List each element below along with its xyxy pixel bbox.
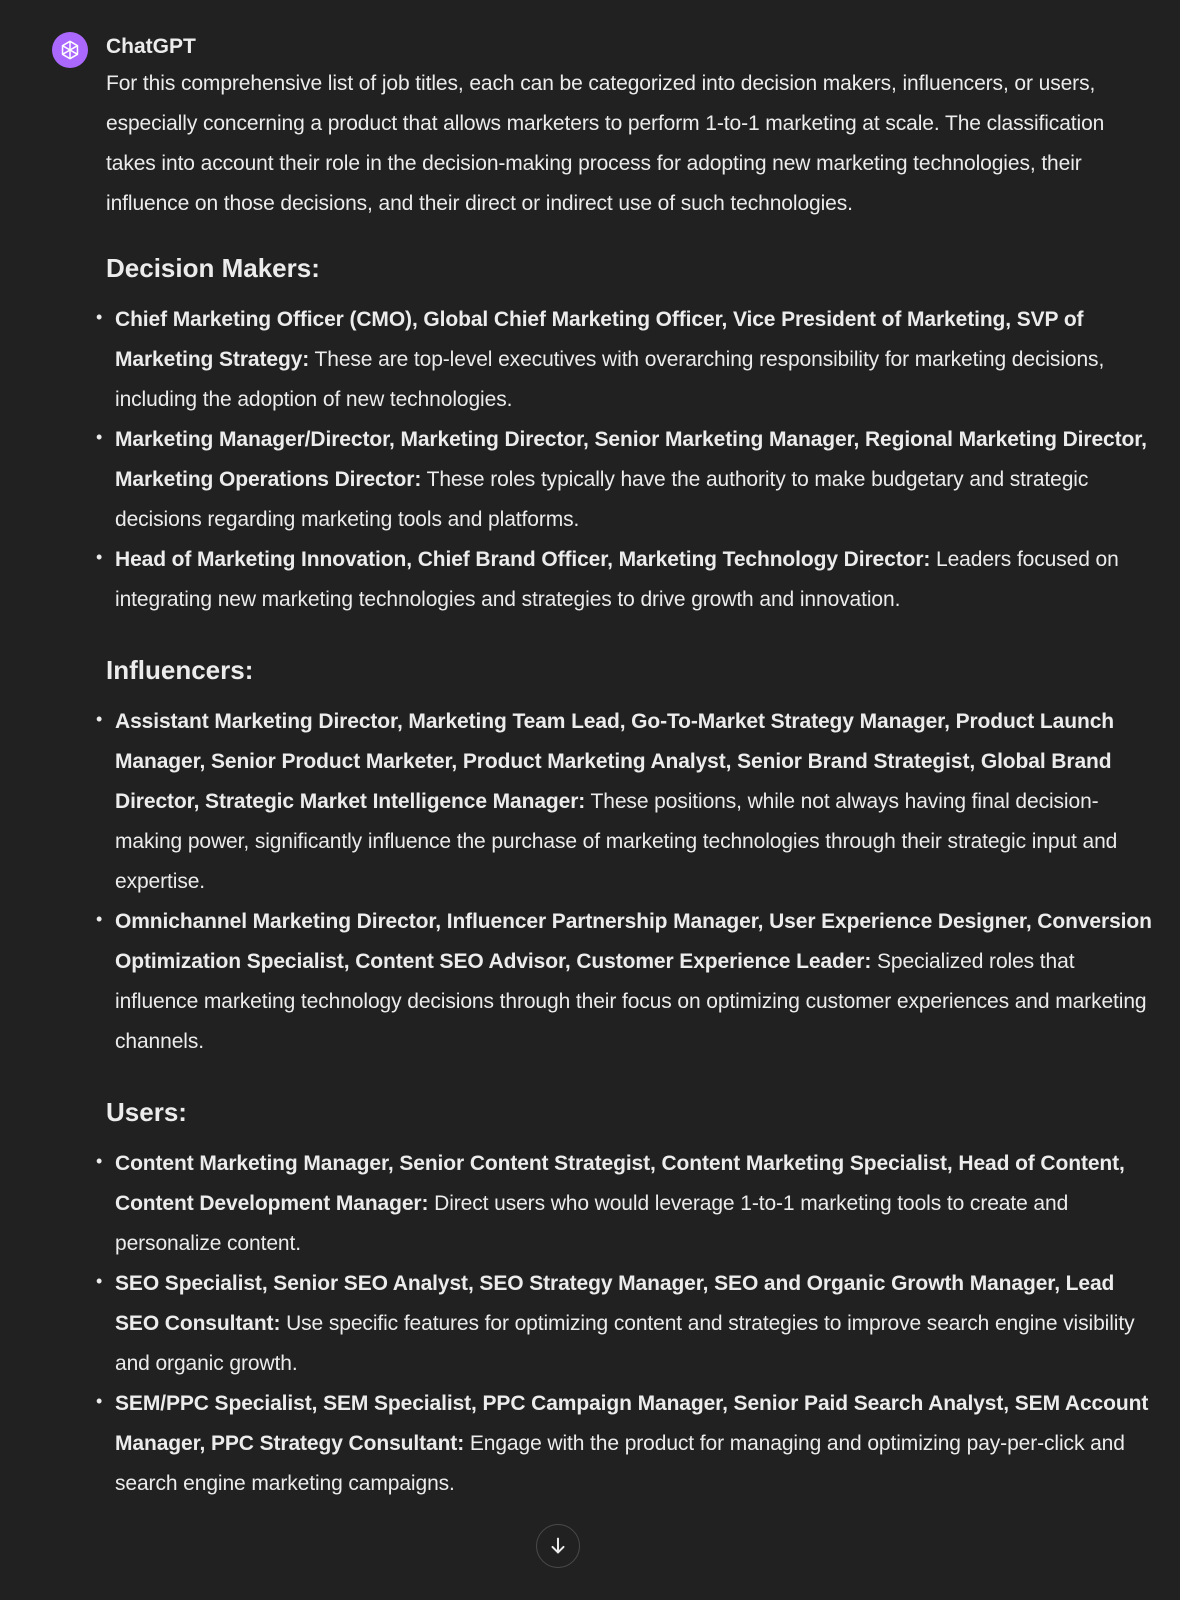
- section-heading: Influencers:: [106, 655, 254, 685]
- sections-container: [96, 248, 1156, 1504]
- job-titles: Chief Marketing Officer (CMO), Global Chief Marketing Officer, Vice President of Marketing, SVP of Marketing Strategy:: [115, 308, 1084, 371]
- list-item: [96, 1384, 1156, 1504]
- bullet-icon: •: [96, 547, 103, 567]
- item-description: These roles typically have the authority to make budgetary and strategic decisions regarding marketing tools and platforms.: [115, 468, 1089, 531]
- list-item: [96, 540, 1156, 620]
- item-description: These positions, while not always having final decision-making power, significantly influence the purchase of marketing technologies through their strategic input and expertise.: [115, 790, 1118, 893]
- section-list: [96, 300, 1156, 620]
- job-titles: Head of Marketing Innovation, Chief Brand Officer, Marketing Technology Director:: [115, 548, 931, 571]
- bullet-icon: •: [96, 1151, 103, 1171]
- item-description: Leaders focused on integrating new marketing technologies and strategies to drive growth and innovation.: [115, 548, 1119, 611]
- job-titles: Content Marketing Manager, Senior Content Strategist, Content Marketing Specialist, Head of Content, Content Development Manager:: [115, 1152, 1125, 1215]
- arrow-down-icon: [547, 1535, 569, 1557]
- bullet-icon: •: [96, 1391, 103, 1411]
- job-titles: Omnichannel Marketing Director, Influencer Partnership Manager, User Experience Designer, Conversion Optimization Specialist, Content SEO Advisor, Customer Experience Leader:: [115, 910, 1152, 973]
- job-titles: Marketing Manager/Director, Marketing Director, Senior Marketing Manager, Regional Marketing Director, Marketing Operations Director:: [115, 428, 1147, 491]
- list-item: [96, 1144, 1156, 1264]
- list-item: [96, 902, 1156, 1062]
- section-heading: Decision Makers:: [106, 253, 320, 283]
- message-author: ChatGPT: [106, 35, 196, 58]
- bullet-icon: •: [96, 909, 103, 929]
- item-description: These are top-level executives with overarching responsibility for marketing decisions, including the adoption of new technologies.: [115, 348, 1105, 411]
- scroll-to-bottom-button[interactable]: [536, 1524, 580, 1568]
- openai-logo-icon: [57, 37, 83, 63]
- bullet-icon: •: [96, 427, 103, 447]
- item-description: Direct users who would leverage 1-to-1 marketing tools to create and personalize content.: [115, 1192, 1069, 1255]
- section-list: [96, 1144, 1156, 1504]
- chatgpt-avatar: [52, 32, 88, 68]
- list-item: [96, 300, 1156, 420]
- bullet-icon: •: [96, 1271, 103, 1291]
- section-list: [96, 702, 1156, 1062]
- message-content: [96, 30, 1156, 1534]
- item-description: Engage with the product for managing and optimizing pay-per-click and search engine marketing campaigns.: [115, 1432, 1125, 1495]
- job-titles: SEM/PPC Specialist, SEM Specialist, PPC Campaign Manager, Senior Paid Search Analyst, SEM Account Manager, PPC Strategy Consultant:: [115, 1392, 1149, 1455]
- item-description: Specialized roles that influence marketing technology decisions through their focus on optimizing customer experiences and marketing channels.: [115, 950, 1147, 1053]
- item-description: Use specific features for optimizing content and strategies to improve search engine visibility and organic growth.: [115, 1312, 1135, 1375]
- job-titles: Assistant Marketing Director, Marketing Team Lead, Go-To-Market Strategy Manager, Product Launch Manager, Senior Product Marketer, Product Marketing Analyst, Senior Brand Strategist, Global Brand Director, Strategic Market Intelligence Manager:: [115, 710, 1115, 813]
- list-item: [96, 420, 1156, 540]
- section-heading: Users:: [106, 1097, 187, 1127]
- bullet-icon: •: [96, 307, 103, 327]
- intro-paragraph: For this comprehensive list of job titles, each can be categorized into decision makers, influencers, or users, especially concerning a product that allows marketers to perform 1-to-1 marketing at scale. The classification takes into account their role in the decision-making process for adopting new marketing technologies, their influence on those decisions, and their direct or indirect use of such technologies.: [106, 72, 1105, 215]
- list-item: [96, 702, 1156, 902]
- list-item: [96, 1264, 1156, 1384]
- bullet-icon: •: [96, 709, 103, 729]
- job-titles: SEO Specialist, Senior SEO Analyst, SEO Strategy Manager, SEO and Organic Growth Manager, Lead SEO Consultant:: [115, 1272, 1115, 1335]
